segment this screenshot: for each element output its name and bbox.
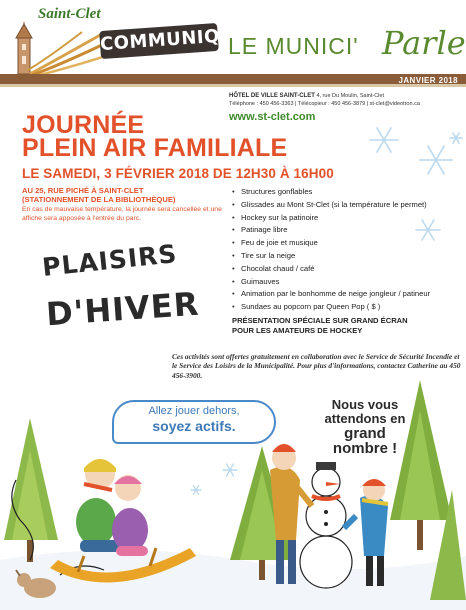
- event-address-line2: (STATIONNEMENT DE LA BIBLIOTHÈQUE): [22, 195, 176, 204]
- closing-line3: grand: [344, 425, 386, 442]
- list-item: • Hockey sur la patinoire: [232, 212, 464, 225]
- event-date: LE SAMEDI, 3 FÉVRIER 2018 DE 12H30 À 16H00: [22, 166, 334, 181]
- list-item: • Patinage libre: [232, 224, 464, 237]
- list-item: • Chocolat chaud / café: [232, 263, 464, 276]
- plaisirs-word: PLAISIRS: [40, 238, 179, 283]
- closing-line1: Nous vous: [331, 397, 399, 412]
- event-address-line1: AU 25, RUE PICHÉ À SAINT-CLET: [22, 186, 144, 195]
- event-title-line1: JOURNÉE: [22, 111, 145, 139]
- bubble-line1: Allez jouer dehors,: [148, 405, 240, 417]
- weather-note: En cas de mauvaise température, la journée sera cancellée et une affiche sera apposée à l'entrée du parc.: [22, 206, 222, 222]
- brand-title-script: Parle: [382, 24, 466, 62]
- phone-fax-email: Téléphone : 450 456-3363 | Télécopieur : 450 456-3879 | st-clet@videotron.ca: [229, 100, 420, 107]
- list-item: • Tire sur la neige: [232, 250, 464, 263]
- website-link[interactable]: www.st-clet.com: [229, 111, 316, 123]
- speech-bubble: [112, 400, 276, 444]
- communique-badge: COMMUNIQUÉ: [99, 23, 219, 59]
- list-item: • Glissades au Mont St-Clet (si la température le permet): [232, 199, 464, 212]
- special-line1: PRÉSENTATION SPÉCIALE SUR GRAND ÉCRAN: [232, 316, 408, 325]
- event-title-line2: PLEIN AIR FAMILIALE: [22, 134, 288, 162]
- town-hall-address: 4, rue Du Moulin, Saint-Clet: [316, 93, 384, 99]
- town-hall-name: HÔTEL DE VILLE SAINT-CLET: [229, 93, 315, 99]
- list-item: • Feu de joie et musique: [232, 237, 464, 250]
- list-item: • Guimauves: [232, 276, 464, 289]
- collaboration-note: Ces activités sont offertes gratuitement en collaboration avec le Service de Sécurité Incendie et le Service des Loisirs de la Municipalité. Pour plus d'informations, contactez Catherine au 450 456-3900.: [172, 352, 461, 380]
- town-logo-text: Saint-Clet: [38, 6, 101, 22]
- list-item: • Structures gonflables: [232, 186, 464, 199]
- snowflake-icon: [191, 464, 237, 494]
- brand-title: LE MUNICI': [228, 33, 359, 59]
- closing-message: [300, 398, 430, 457]
- closing-line4: nombre !: [332, 440, 398, 457]
- bubble-line2: soyez actifs.: [152, 418, 236, 434]
- special-line2: POUR LES AMATEURS DE HOCKEY: [232, 326, 363, 335]
- list-item: • Sundaes au popcorn par Queen Pop ( $ ): [232, 301, 464, 314]
- issue-date: JANVIER 2018: [398, 76, 458, 85]
- closing-line2: attendons en: [324, 411, 406, 426]
- dhiver-word: D'HIVER: [44, 284, 201, 334]
- list-item: • Animation par le bonhomme de neige jongleur / patineur: [232, 288, 464, 301]
- child-figure: [112, 475, 148, 556]
